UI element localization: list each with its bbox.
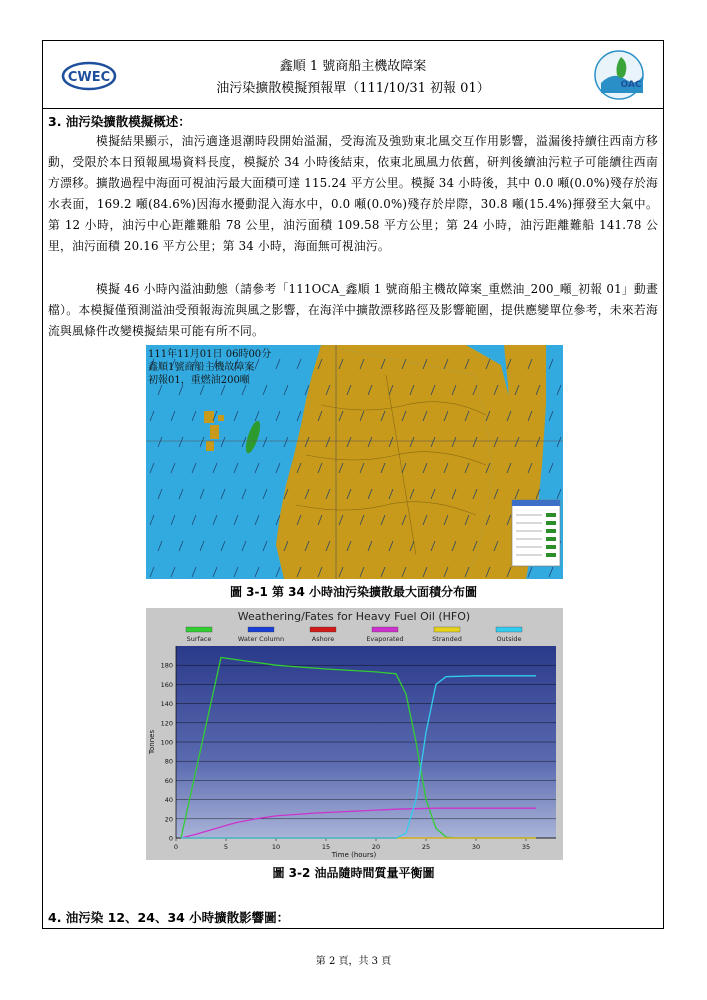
map-label-line-2: 鑫順1號商船主機故障案 (148, 362, 255, 373)
legend-label: Evaporated (366, 635, 404, 643)
oac-logo (591, 49, 647, 101)
y-tick-label: 180 (160, 661, 173, 670)
legend-label: Stranded (432, 635, 462, 643)
x-tick-label: 25 (421, 843, 431, 851)
legend-swatch (372, 627, 398, 632)
y-tick-label: 40 (164, 796, 173, 805)
chart-svg (146, 608, 563, 860)
x-tick-label: 15 (321, 843, 331, 851)
figure-3-1-caption: 圖 3-1 第 34 小時油污染擴散最大面積分布圖 (229, 585, 478, 599)
y-tick-label: 100 (160, 738, 173, 747)
legend-swatch (186, 627, 212, 632)
document-header (43, 41, 663, 109)
section-3-paragraph-2: 模擬 46 小時內溢油動態（請參考「111OCA_鑫順 1 號商船主機故障案_重燃油_200_噸_初報 01」動畫檔）。本模擬僅預測溢油受預報海流與風之影響，在海洋中擴散漂移路徑及影響範圍，提供應變單位參考，未來若海流與風條件改變模擬結果可能有所不同。 (48, 282, 658, 338)
y-tick-label: 20 (164, 815, 173, 824)
section-3-paragraph-1: 模擬結果顯示，油污適逢退潮時段開始溢漏，受海流及強勁東北風交互作用影響，溢漏後持續往西南方移動，受限於本日預報風場資料長度，模擬於 34 小時後結束，依東北風風力依舊，研判後續油污粒子可能續往西南方漂移。擴散過程中海面可視油污最大面積可達 115.24 平方公里。模擬 34 小時後，其中 0.0 噸(0.0%)殘存於海水表面，169.2 噸(84.6%)因海水擾動混入海水中，0.0 噸(0.0%)殘存於岸際，30.8 噸(15.4%)揮發至大氣中。第 12 小時，油污中心距離難船 78 公里，油污面積 109.58 平方公里；第 24 小時，油污距離難船 141.78 公里，油污面積 20.16 平方公里；第 34 小時，海面無可視油污。 (48, 134, 658, 253)
legend-label: Ashore (311, 635, 335, 643)
document-title: 鑫順 1 號商船主機故障案 (279, 59, 427, 74)
x-tick-label: 30 (471, 843, 481, 851)
y-axis-label: Tonnes (148, 729, 156, 755)
page-footer: 第 2 頁，共 3 頁 (315, 956, 392, 967)
x-tick-label: 20 (371, 843, 381, 851)
x-tick-label: 0 (173, 843, 179, 851)
y-tick-label: 160 (160, 680, 173, 689)
legend-swatch (496, 627, 522, 632)
mass-balance-chart (146, 608, 563, 860)
x-axis-label: Time (hours) (331, 851, 377, 859)
x-tick-label: 10 (271, 843, 281, 851)
y-tick-label: 0 (168, 834, 173, 843)
map-label-line-3: 初報01，重燃油200噸 (148, 375, 250, 386)
legend-swatch (248, 627, 274, 632)
section-4-heading: 4. 油污染 12、24、34 小時擴散影響圖： (48, 910, 290, 925)
y-tick-label: 120 (160, 719, 173, 728)
x-tick-label: 35 (521, 843, 531, 851)
legend-label: Outside (496, 635, 522, 643)
map-graphic (146, 345, 563, 579)
map-label-line-1: 111年11月01日 06時00分 (148, 349, 272, 360)
svg-text:CWEC: CWEC (67, 70, 111, 85)
legend-swatch (310, 627, 336, 632)
document-subtitle: 油污染擴散模擬預報單（111/10/31 初報 01） (216, 81, 490, 96)
legend-swatch (434, 627, 460, 632)
chart-title: Weathering/Fates for Heavy Fuel Oil (HFO) (237, 610, 471, 623)
legend-label: Water Column (237, 635, 285, 643)
section-3-heading: 3. 油污染擴散模擬概述： (48, 114, 191, 129)
legend-label: Surface (186, 635, 212, 643)
oil-spill-map (146, 345, 563, 579)
y-tick-label: 60 (164, 776, 173, 785)
svg-text:OAC: OAC (620, 80, 642, 90)
y-tick-label: 80 (164, 757, 173, 766)
x-tick-label: 5 (223, 843, 229, 851)
figure-3-2-caption: 圖 3-2 油品隨時間質量平衡圖 (272, 866, 435, 880)
map-legend (512, 500, 560, 566)
y-tick-label: 140 (160, 700, 173, 709)
